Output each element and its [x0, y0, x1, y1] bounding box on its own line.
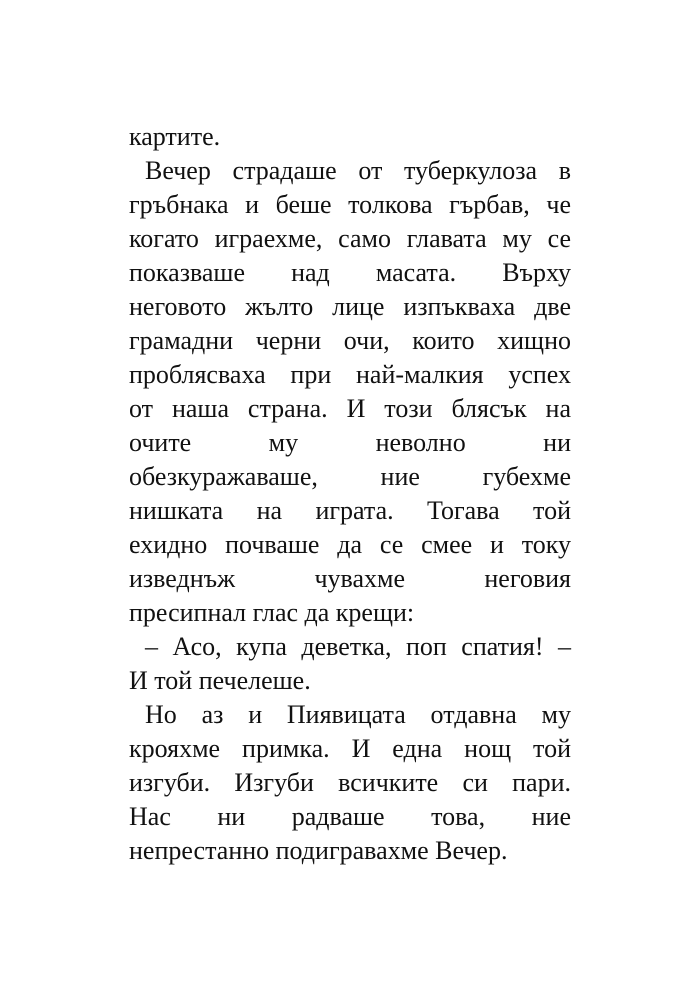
text-line: неговото жълто лице изпъкваха две [129, 292, 571, 321]
body-text [129, 120, 571, 868]
text-line: Но аз и Пиявицата отдавна му [145, 700, 571, 729]
text-line: изгуби. Изгуби всичките си пари. [129, 768, 571, 797]
text-line: картите. [129, 122, 221, 151]
text-line: И той печелеше. [129, 666, 311, 695]
text-line: изведнъж чувахме неговия [129, 564, 571, 593]
text-line: грамадни черни очи, които хищно [129, 326, 571, 355]
text-line: от наша страна. И този блясък на [129, 394, 571, 423]
text-line: Вечер страдаше от туберкулоза в [145, 156, 571, 185]
text-line: непрестанно подигравахме Вечер. [129, 836, 508, 865]
text-line: показваше над масата. Върху [129, 258, 571, 287]
text-line: пресипнал глас да крещи: [129, 598, 415, 627]
text-line: крояхме примка. И една нощ той [129, 734, 571, 763]
text-line: когато играехме, само главата му се [129, 224, 571, 253]
text-line: очите му неволно ни [129, 428, 571, 457]
text-line: нишката на играта. Тогава той [129, 496, 571, 525]
text-line: ехидно почваше да се смее и току [129, 530, 571, 559]
text-line: – Асо, купа деветка, поп спатия! – [145, 632, 571, 661]
text-line: гръбнака и беше толкова гърбав, че [129, 190, 571, 219]
text-line: проблясваха при най-малкия успех [129, 360, 571, 389]
text-line: обезкуражаваше, ние губехме [129, 462, 571, 491]
text-line: Нас ни радваше това, ние [129, 802, 571, 831]
